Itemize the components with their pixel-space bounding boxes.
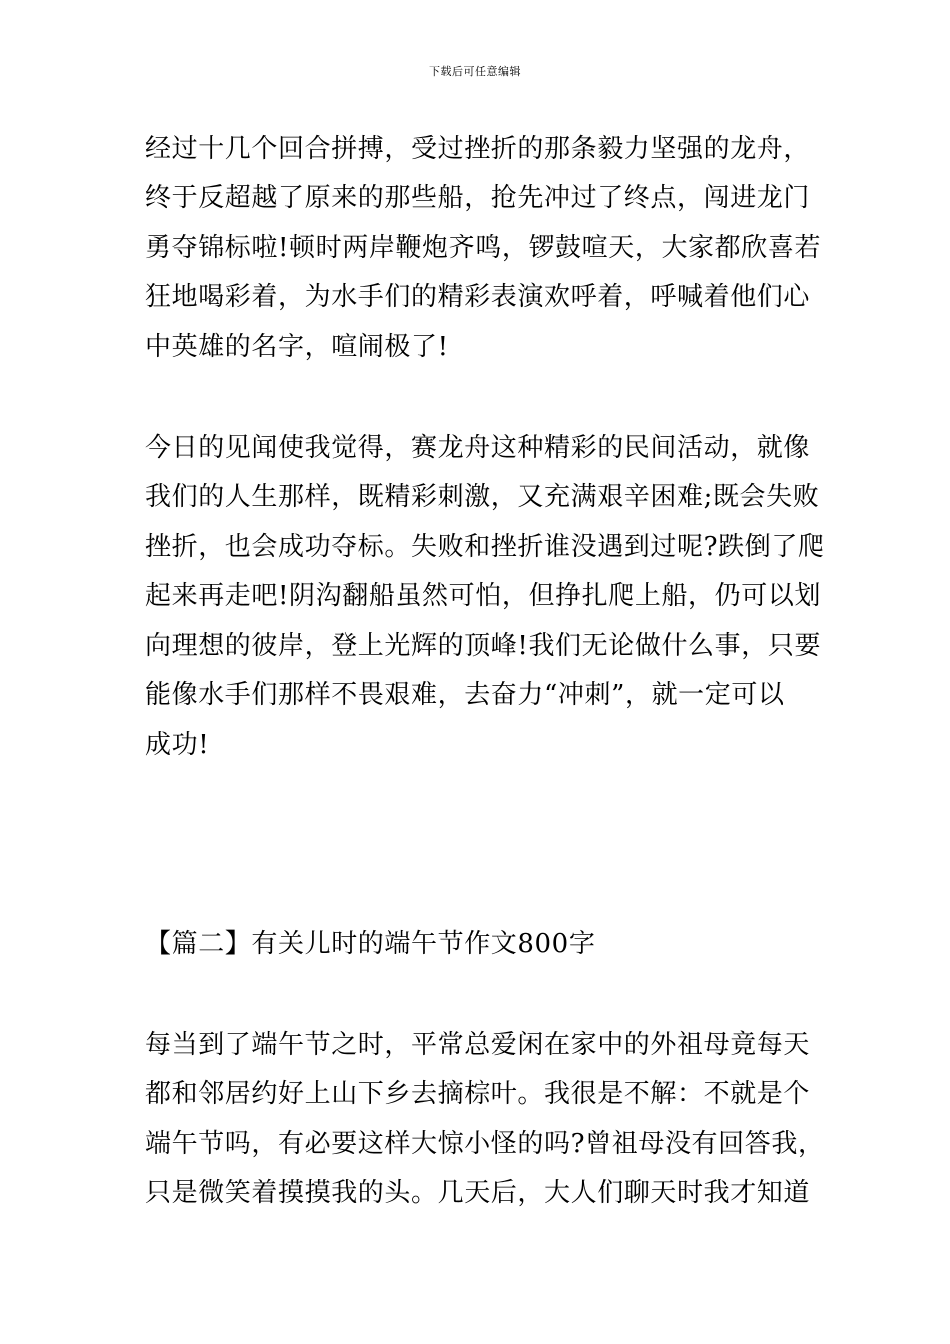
paragraph-line: 每当到了端午节之时，平常总爱闲在家中的外祖母竟每天 [145,1030,811,1060]
paragraph-line: 中英雄的名字，喧闹极了! [145,332,449,362]
paragraph-line: 勇夺锦标啦!顿时两岸鞭炮齐鸣，锣鼓喧天，大家都欣喜若 [145,233,822,263]
paragraph-line: 只是微笑着摸摸我的头。几天后，大人们聊天时我才知道 [145,1178,811,1208]
paragraph-line: 今日的见闻使我觉得，赛龙舟这种精彩的民间活动，就像 [145,433,811,463]
paragraph-line: 经过十几个回合拼搏，受过挫折的那条毅力坚强的龙舟， [145,134,811,164]
paragraph-line: 终于反超越了原来的那些船，抢先冲过了终点，闯进龙门 [145,183,811,213]
paragraph-line: 狂地喝彩着，为水手们的精彩表演欢呼着，呼喊着他们心 [145,282,811,312]
paragraph-line: 起来再走吧!阴沟翻船虽然可怕，但挣扎爬上船，仍可以划 [145,581,822,611]
page-header: 下载后可任意编辑 [429,65,521,78]
paragraph-line: 挫折，也会成功夺标。失败和挫折谁没遇到过呢?跌倒了爬 [145,532,825,562]
section-title: 【篇二】有关儿时的端午节作文800字 [145,929,596,959]
paragraph-line: 能像水手们那样不畏艰难，去奋力“冲刺”，就一定可以 [145,680,785,710]
paragraph-line: 我们的人生那样，既精彩刺激，又充满艰辛困难;既会失败 [145,482,820,512]
paragraph-line: 向理想的彼岸，登上光辉的顶峰!我们无论做什么事，只要 [145,631,822,661]
paragraph-line: 成功! [145,730,210,760]
paragraph-line: 端午节吗，有必要这样大惊小怪的吗?曾祖母没有回答我， [145,1129,825,1159]
paragraph-line: 都和邻居约好上山下乡去摘棕叶。我很是不解：不就是个 [145,1079,811,1109]
